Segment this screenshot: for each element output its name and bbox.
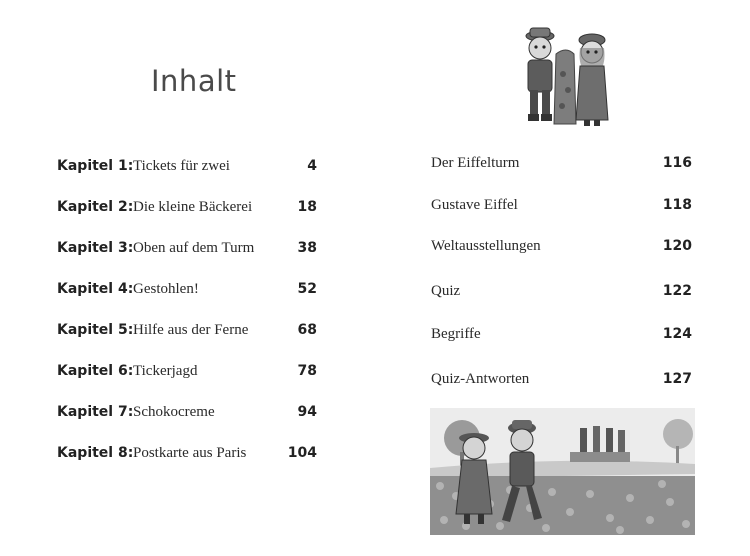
chapter-title: Die kleine Bäckerei <box>133 199 253 215</box>
toc-row[interactable] <box>0 442 320 464</box>
chapter-title: Tickets für zwei <box>133 158 230 174</box>
page-number: 18 <box>297 199 317 215</box>
chapter-title: Schokocreme <box>133 404 215 420</box>
chapter-label: Kapitel 5: <box>57 322 134 338</box>
toc-row[interactable] <box>0 401 320 423</box>
kids-illustration-top <box>510 24 620 130</box>
chapter-label: Kapitel 7: <box>57 404 134 420</box>
chapter-label: Kapitel 6: <box>57 363 134 379</box>
page-number: 122 <box>662 283 692 299</box>
page-number: 120 <box>662 238 692 254</box>
page-number: 118 <box>662 197 692 213</box>
page-number: 78 <box>297 363 317 379</box>
section-title: Begriffe <box>431 326 481 342</box>
page-number: 38 <box>297 240 317 256</box>
section-title: Quiz-Antworten <box>431 371 530 387</box>
chapter-title: Oben auf dem Turm <box>133 240 255 256</box>
toc-row[interactable] <box>0 235 700 257</box>
toc-row[interactable] <box>0 368 700 390</box>
chapter-title: Postkarte aus Paris <box>133 445 247 461</box>
kids-field-illustration <box>430 408 695 535</box>
section-title: Der Eiffelturm <box>431 155 520 171</box>
section-title: Quiz <box>431 283 461 299</box>
page-number: 68 <box>297 322 317 338</box>
section-title: Gustave Eiffel <box>431 197 518 213</box>
page-number: 94 <box>297 404 317 420</box>
page-number: 104 <box>287 445 317 461</box>
chapter-label: Kapitel 3: <box>57 240 134 256</box>
toc-row[interactable] <box>0 323 700 345</box>
page-number: 4 <box>307 158 317 174</box>
toc-row[interactable] <box>0 280 700 302</box>
chapter-label: Kapitel 8: <box>57 445 134 461</box>
chapter-label: Kapitel 2: <box>57 199 134 215</box>
chapter-label: Kapitel 1: <box>57 158 134 174</box>
section-title: Weltausstellungen <box>431 238 541 254</box>
chapter-title: Hilfe aus der Ferne <box>133 322 249 338</box>
chapter-title: Gestohlen! <box>133 281 199 297</box>
chapter-title: Tickerjagd <box>133 363 198 379</box>
page-number: 127 <box>662 371 692 387</box>
toc-row[interactable] <box>0 152 700 174</box>
page-title: Inhalt <box>151 64 237 98</box>
page-number: 52 <box>297 281 317 297</box>
page-number: 116 <box>662 155 692 171</box>
page-number: 124 <box>662 326 692 342</box>
chapter-label: Kapitel 4: <box>57 281 134 297</box>
toc-row[interactable] <box>0 194 700 216</box>
